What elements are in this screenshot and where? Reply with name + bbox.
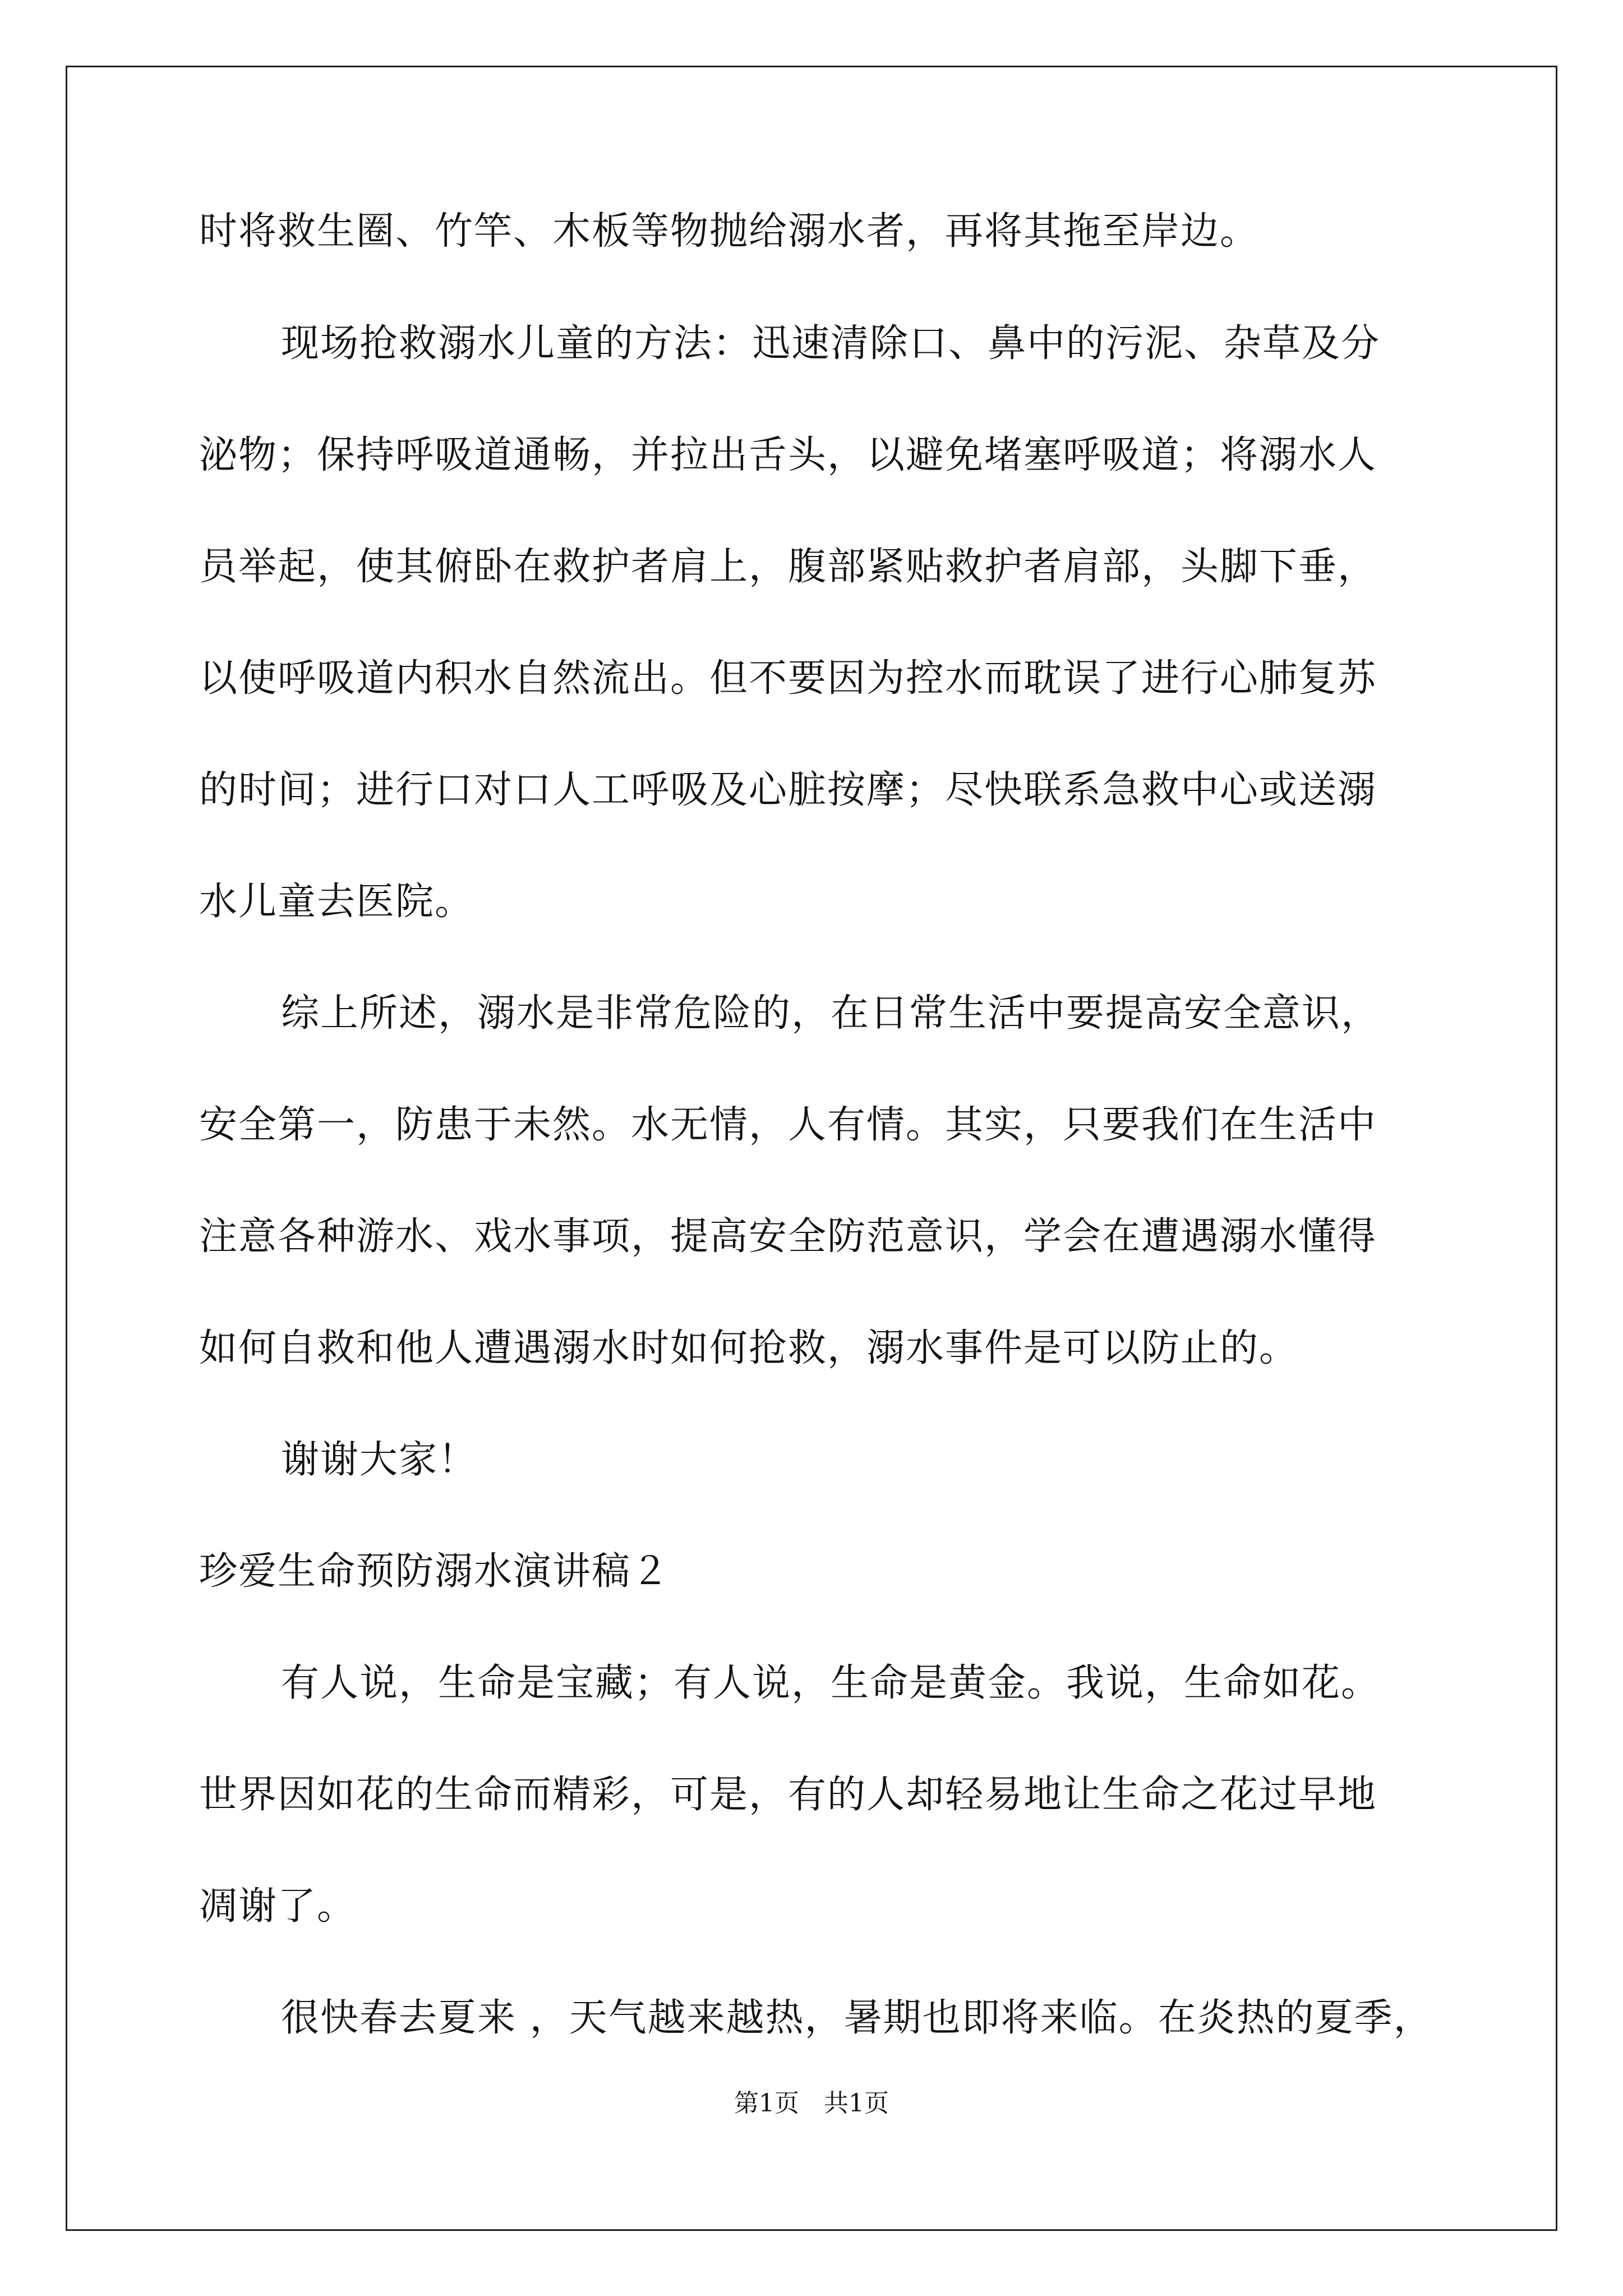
text-line: 世界因如花的生命而精彩，可是，有的人却轻易地让生命之花过早地 xyxy=(199,1773,1377,1817)
text-line: 水儿童去医院。 xyxy=(199,880,474,924)
text-line: 谢谢大家！ xyxy=(281,1438,478,1482)
text-line: 综上所述，溺水是非常危险的，在日常生活中要提高安全意识， xyxy=(281,991,1381,1036)
text-line: 很快春去夏来 ，天气越来越热，暑期也即将来临。在炎热的夏季， xyxy=(281,1996,1433,2040)
text-line: 凋谢了。 xyxy=(199,1884,357,1929)
text-line: 时将救生圈、竹竿、木板等物抛给溺水者，再将其拖至岸边。 xyxy=(199,209,1260,254)
text-line: 以使呼吸道内积水自然流出。但不要因为控水而耽误了进行心肺复苏 xyxy=(199,656,1377,701)
text-line: 注意各种游水、戏水事项，提高安全防范意识，学会在遭遇溺水懂得 xyxy=(199,1214,1377,1259)
text-line: 现场抢救溺水儿童的方法：迅速清除口、鼻中的污泥、杂草及分 xyxy=(281,321,1381,366)
page-footer: 第1页 共1页 xyxy=(734,2089,889,2118)
text-line: 员举起，使其俯卧在救护者肩上，腹部紧贴救护者肩部，头脚下垂， xyxy=(199,545,1377,589)
section-heading: 珍爱生命预防溺水演讲稿２ xyxy=(199,1549,671,1594)
text-line: 如何自救和他人遭遇溺水时如何抢救，溺水事件是可以防止的。 xyxy=(199,1326,1299,1370)
text-line: 的时间；进行口对口人工呼吸及心脏按摩；尽快联系急救中心或送溺 xyxy=(199,768,1377,812)
text-line: 泌物；保持呼吸道通畅，并拉出舌头，以避免堵塞呼吸道；将溺水人 xyxy=(199,433,1377,477)
text-line: 有人说，生命是宝藏；有人说，生命是黄金。我说，生命如花。 xyxy=(281,1661,1381,1705)
text-line: 安全第一，防患于未然。水无情，人有情。其实，只要我们在生活中 xyxy=(199,1103,1377,1147)
